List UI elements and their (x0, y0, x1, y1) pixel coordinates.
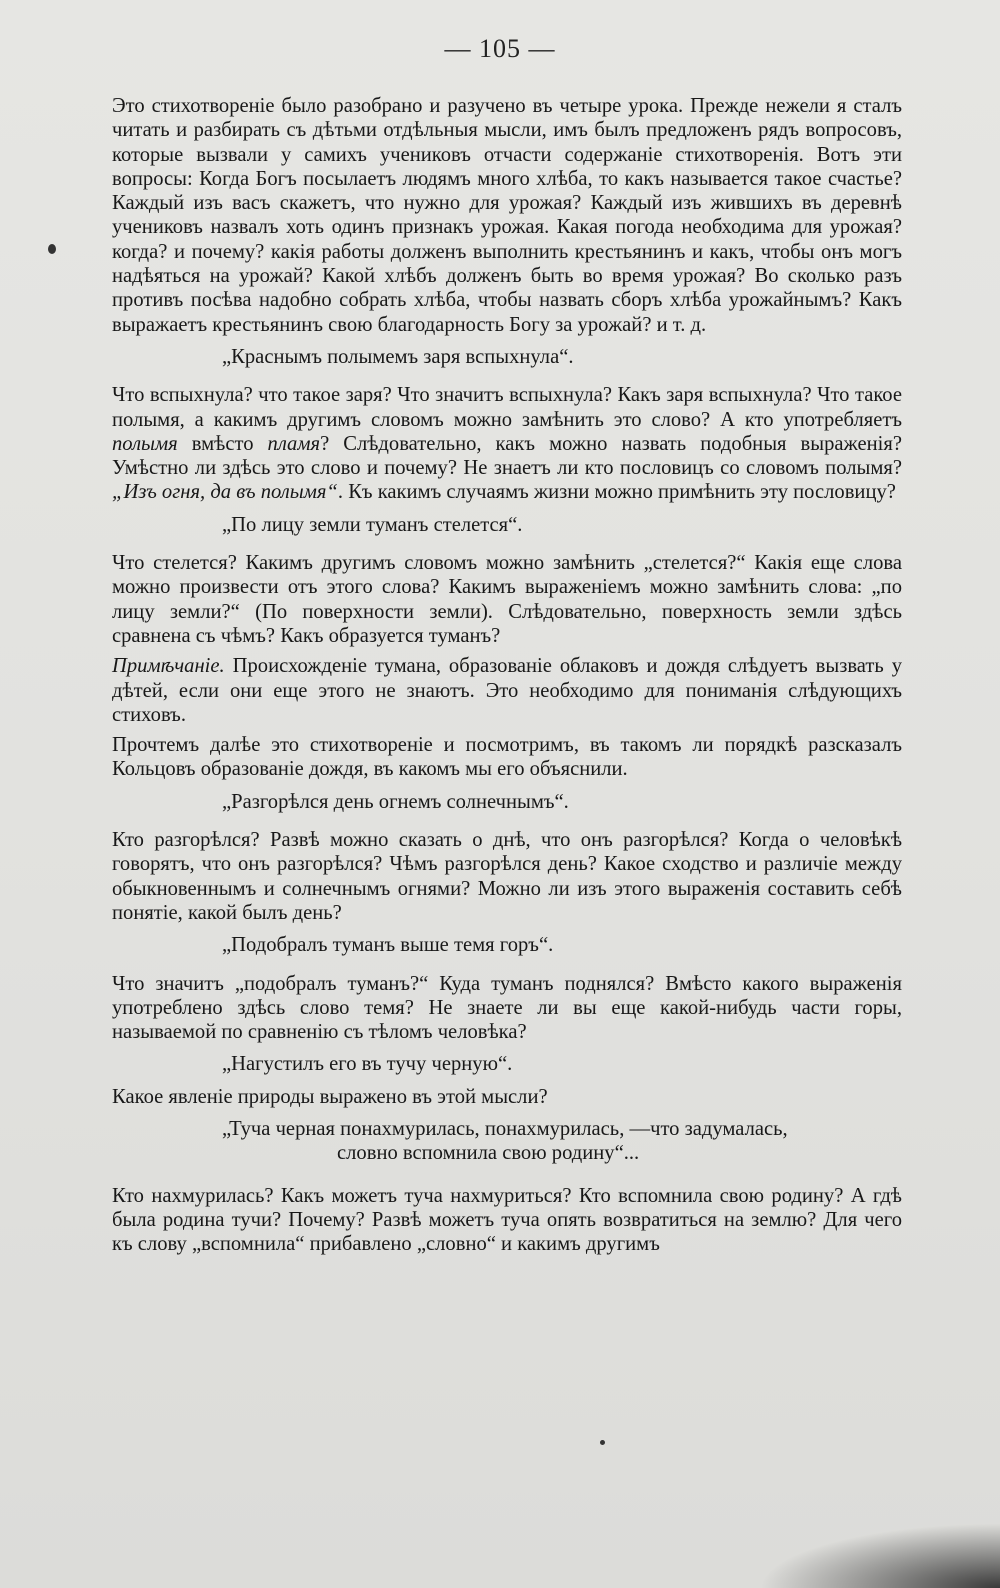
verse-quote-6-line-2: словно вспомнила свою родину“... (337, 1142, 640, 1165)
verse-quote-5: „Нагустилъ его въ тучу черную“. (222, 1053, 513, 1076)
paragraph-yavlenie: Какое явленіе природы выражено въ этой мысли? (112, 1085, 548, 1108)
italic-word-plamya: пламя (267, 432, 321, 455)
verse-quote-3: „Разгорѣлся день огнемъ солнечнымъ“. (222, 790, 569, 813)
paragraph-note (112, 654, 902, 727)
paragraph-zarya (112, 383, 902, 504)
verse-quote-1: „Краснымъ полымемъ заря вспыхнула“. (222, 345, 574, 368)
ink-spot (48, 244, 56, 254)
paragraph-podobral: Что значитъ „подобралъ туманъ?“ Куда туманъ поднялся? Вмѣсто какого выраженія употреблено здѣсь слово темя? Не знаете ли вы еще какой-нибудь части горы, называемой по сравненію съ тѣломъ человѣка? (112, 972, 902, 1044)
paragraph-zarya-part-b: вмѣсто (177, 432, 268, 455)
verse-quote-6-line-1: „Туча черная понахмурилась, понахмурилась, —что задумалась, (222, 1117, 788, 1140)
body-text (112, 94, 902, 1256)
verse-quote-6 (112, 1117, 902, 1166)
note-label: Примѣчаніе. (112, 655, 225, 678)
paragraph-intro: Это стихотвореніе было разобрано и разучено въ четыре урока. Прежде нежели я сталъ читать и разбирать съ дѣтьми отдѣльныя мысли, имъ былъ предложенъ рядъ вопросовъ, которые вызвали у самихъ учениковъ отчасти содержаніе стихотворенія. Вотъ эти вопросы: Когда Богъ посылаетъ людямъ много хлѣба, то какъ называется такое счастье? Каждый изъ васъ скажетъ, что нужно для урожая? Каждый изъ жившихъ въ деревнѣ учениковъ назвалъ хоть одинъ признакъ урожая. Какая погода необходима для урожая? когда? и почему? какія работы долженъ выполнить крестьянинъ и какъ, чтобы онъ могъ надѣяться на урожай? Какой хлѣбъ долженъ быть во время урожая? Во сколько разъ противъ посѣва надобно собрать хлѣба, чтобы назвать сборъ хлѣба урожайнымъ? Какъ выражаетъ крестьянинъ свою благодарность Богу за урожай? и т. д. (112, 95, 902, 336)
verse-quote-2: „По лицу земли туманъ стелется“. (222, 513, 523, 536)
paragraph-tuman: Что стелется? Какимъ другимъ словомъ можно замѣнить „стелется?“ Какія еще слова можно произвести отъ этого слова? Какимъ выраженіемъ можно замѣнить слова: „по лицу земли?“ (По поверхности земли). Слѣдовательно, поверхность земли здѣсь сравнена съ чѣмъ? Какъ образуется туманъ? (112, 552, 902, 647)
ink-speck (600, 1440, 605, 1445)
paragraph-den: Кто разгорѣлся? Развѣ можно сказать о днѣ, что онъ разгорѣлся? Когда о человѣкѣ говорятъ, что онъ разгорѣлся? Чѣмъ разгорѣлся день? Какое сходство и различіе между обыкновеннымъ и солнечнымъ огнями? Можно ли изъ этого выраженія составить себѣ понятіе, какой былъ день? (112, 829, 902, 924)
italic-proverb: „Изъ огня, да въ полымя“ (112, 481, 338, 504)
paragraph-nahmurilas: Кто нахмурилась? Какъ можетъ туча нахмуриться? Кто вспомнила свою родину? А гдѣ была родина тучи? Почему? Развѣ можетъ туча опять возвратиться на землю? Для чего къ слову „вспомнила“ прибавлено „словно“ и какимъ другимъ (112, 1184, 902, 1256)
paragraph-zarya-part-c: ? Слѣдовательно, какъ можно назвать подобныя выраженія? Умѣстно ли здѣсь это слово и почему? Не знаетъ ли кто пословицъ со словомъ полымя? (112, 432, 902, 480)
italic-word-polymya: полымя (112, 432, 178, 455)
paragraph-zarya-part-a: Что вспыхнула? что такое заря? Что значитъ вспыхнула? Какъ заря вспыхнула? Что такое полымя, а какимъ другимъ словомъ можно замѣнить это слово? А кто употребляетъ (112, 384, 902, 431)
verse-quote-4: „Подобралъ туманъ выше темя горъ“. (222, 934, 554, 957)
note-text: Происхожденіе тумана, образованіе облаковъ и дождя слѣдуетъ вызвать у дѣтей, если они еще этого не знаютъ. Это необходимо для пониманія слѣдующихъ стиховъ. (112, 655, 902, 726)
page-edge-shadow (740, 1518, 1000, 1588)
page-number: — 105 — (444, 34, 556, 63)
paragraph-zarya-part-d: . Къ какимъ случаямъ жизни можно примѣнить эту пословицу? (337, 481, 896, 504)
paragraph-continue: Прочтемъ далѣе это стихотвореніе и посмотримъ, въ такомъ ли порядкѣ разсказалъ Кольцовъ образованіе дождя, въ какомъ мы его объяснили. (112, 734, 902, 781)
